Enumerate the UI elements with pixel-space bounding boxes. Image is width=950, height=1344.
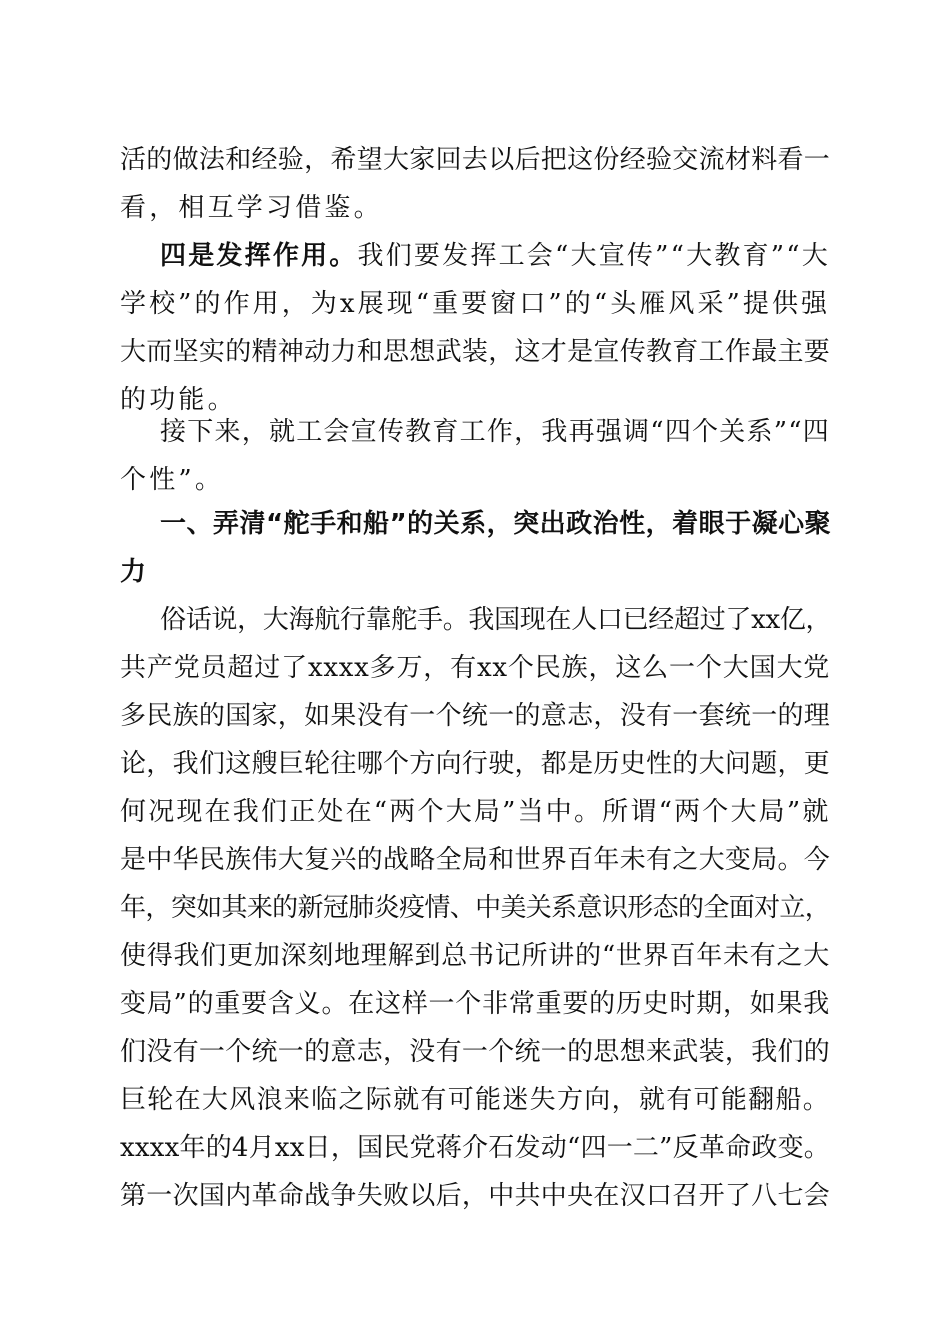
paragraph-line: 共产党员超过了xxxx多万，有xx个民族，这么一个大国大党	[120, 653, 830, 683]
section-heading-cont: 力	[120, 557, 149, 587]
paragraph-line: 大而坚实的精神动力和思想武装，这才是宣传教育工作最主要	[120, 337, 830, 367]
paragraph-line: 变局”的重要含义。在这样一个非常重要的历史时期，如果我	[120, 989, 830, 1019]
paragraph-line: 何况现在我们正处在“两个大局”当中。所谓“两个大局”就	[120, 797, 831, 827]
point-text: 我们要发挥工会“大宣传”“大教育”“大	[357, 241, 830, 271]
paragraph-line	[160, 236, 830, 276]
paragraph-line: 多民族的国家，如果没有一个统一的意志，没有一套统一的理	[120, 701, 830, 731]
paragraph-line: 活的做法和经验，希望大家回去以后把这份经验交流材料看一	[120, 145, 830, 175]
paragraph-line: 年，突如其来的新冠肺炎疫情、中美关系意识形态的全面对立，	[120, 893, 830, 923]
section-heading: 一、弄清“舵手和船”的关系，突出政治性，着眼于凝心聚	[160, 509, 832, 539]
paragraph-line: 个性”。	[120, 465, 225, 495]
paragraph-line: 接下来，就工会宣传教育工作，我再强调“四个关系”“四	[160, 417, 830, 447]
paragraph-line: 论，我们这艘巨轮往哪个方向行驶，都是历史性的大问题，更	[120, 749, 830, 779]
paragraph-line: 是中华民族伟大复兴的战略全局和世界百年未有之大变局。今	[120, 845, 830, 875]
paragraph-line: 俗话说，大海航行靠舵手。我国现在人口已经超过了xx亿，	[160, 605, 832, 635]
paragraph-line: 使得我们更加深刻地理解到总书记所讲的“世界百年未有之大	[120, 941, 830, 971]
paragraph-line: 的功能。	[120, 385, 237, 415]
paragraph-line: 看，相互学习借鉴。	[120, 193, 383, 223]
paragraph-line: 第一次国内革命战争失败以后，中共中央在汉口召开了八七会	[120, 1181, 830, 1211]
paragraph-line: xxxx年的4月xx日，国民党蒋介石发动“四一二”反革命政变。	[120, 1133, 830, 1163]
point-title: 四是发挥作用。	[160, 241, 358, 271]
paragraph-line: 们没有一个统一的意志，没有一个统一的思想来武装，我们的	[120, 1037, 830, 1067]
paragraph-line: 学校”的作用，为x展现“重要窗口”的“头雁风采”提供强	[120, 289, 830, 319]
paragraph-line: 巨轮在大风浪来临之际就有可能迷失方向，就有可能翻船。	[120, 1085, 830, 1115]
